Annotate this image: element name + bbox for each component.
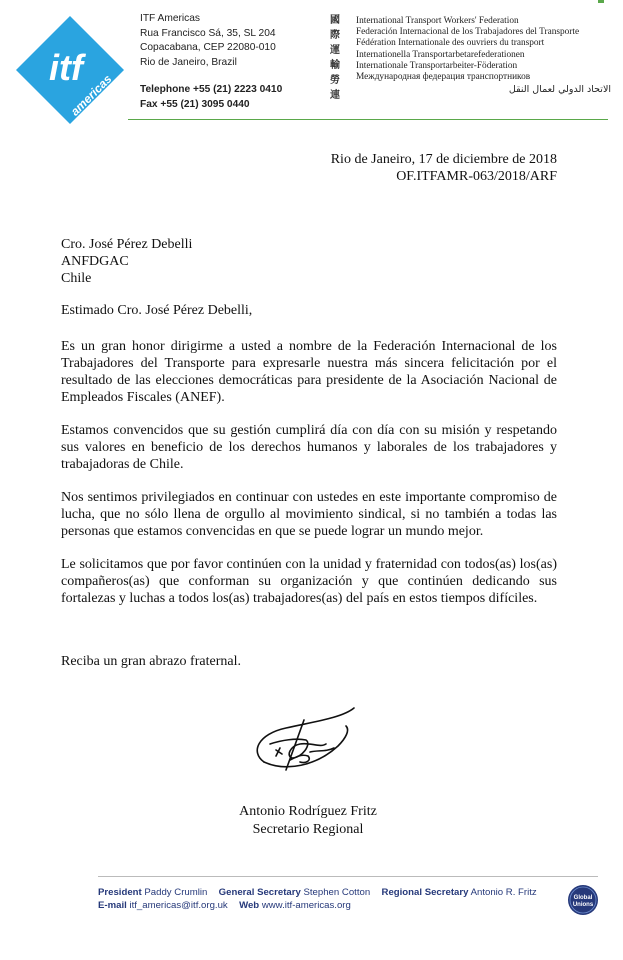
letter-body [61, 338, 557, 623]
cjk-char: 勞 [330, 75, 340, 86]
letter-date: Rio de Janeiro, 17 de diciembre de 2018 [330, 152, 557, 167]
federation-name-fr: Fédération Internationale des ouvriers du transport [356, 38, 545, 49]
sender-street: Rua Francisco Sá, 35, SL 204 [140, 27, 276, 39]
signer-name: Antonio Rodríguez Fritz [239, 804, 377, 819]
footer-contacts [98, 899, 568, 912]
regional-secretary-label: Regional Secretary [381, 887, 469, 898]
header-divider [128, 119, 608, 120]
cjk-char: 連 [330, 90, 340, 101]
badge-line-1: Global [573, 895, 593, 901]
cjk-char: 國 [330, 15, 340, 26]
global-unions-badge [567, 884, 599, 916]
web-label: Web [239, 900, 260, 911]
sender-contacts [140, 83, 315, 112]
sender-name: ITF Americas [140, 13, 201, 24]
cjk-char: 際 [330, 30, 340, 41]
salutation: Estimado Cro. José Pérez Debelli, [61, 303, 253, 318]
federation-name-es: Federación Internacional de los Trabajadores del Transporte [356, 27, 580, 38]
federation-name-ar: الاتحاد الدولي لعمال النقل [508, 84, 611, 96]
general-secretary-label: General Secretary [218, 887, 301, 898]
footer-divider [98, 876, 598, 877]
sender-district: Copacabana, CEP 22080-010 [140, 42, 276, 53]
signer-title: Secretario Regional [252, 822, 364, 837]
body-paragraph: Nos sentimos privilegiados en continuar con ustedes en este importante compromiso de lucha, que no sólo llena de orgullo al movimiento sindical, si no también a todas las personas que estamos convencidas en que se puede lograr un mundo mejor. [61, 490, 557, 539]
general-secretary-name: Stephen Cotton [303, 887, 371, 898]
federation-name-en: International Transport Workers' Federation [356, 16, 519, 26]
itf-americas-logo [14, 14, 126, 126]
recipient-country: Chile [61, 271, 92, 286]
president-label: President [98, 887, 142, 898]
federation-cjk-name [327, 13, 343, 103]
sender-fax: Fax +55 (21) 3095 0440 [140, 98, 250, 110]
federation-name-ru: Международная федерация транспортников [356, 72, 531, 83]
president-name: Paddy Crumlin [144, 887, 208, 898]
recipient-organization: ANFDGAC [61, 254, 129, 269]
signer-block [216, 803, 400, 839]
federation-name-de: Internationale Transportarbeiter-Föderation [356, 60, 518, 71]
recipient-block [61, 236, 192, 287]
header-accent-bar [598, 0, 604, 3]
federation-name-sv: Internationella Transportarbetarefederationen [356, 49, 525, 60]
email-label: E-mail [98, 900, 127, 911]
regional-secretary-name: Antonio R. Fritz [470, 887, 537, 898]
web-link[interactable]: www.itf-americas.org [261, 900, 351, 911]
cjk-char: 輸 [330, 60, 340, 71]
cjk-char: 運 [330, 45, 340, 56]
sender-telephone: Telephone +55 (21) 2223 0410 [140, 84, 283, 95]
footer-officers [98, 886, 568, 899]
sender-address [140, 12, 315, 112]
letterhead-footer [98, 886, 568, 912]
recipient-name: Cro. José Pérez Debelli [61, 237, 193, 252]
date-reference-block [331, 151, 557, 185]
body-paragraph: Estamos convencidos que su gestión cumplirá día con día con su misión y respetando sus valores en beneficio de los derechos humanos y laborales de los trabajadores y trabajadoras de Chile. [61, 423, 557, 472]
body-paragraph: Es un gran honor dirigirme a usted a nombre de la Federación Internacional de los Trabajadores del Transporte para expresarle nuestra más sincera felicitación por el resultado de las elecciones democráticas para presidente de la Asociación Nacional de Empleados Fiscales (ANEF). [61, 339, 557, 405]
email-link[interactable]: itf_americas@itf.org.uk [129, 900, 228, 911]
logo-sub-text: americas [67, 71, 115, 119]
sender-city: Rio de Janeiro, Brazil [140, 56, 237, 68]
federation-names [356, 16, 611, 95]
body-paragraph: Le solicitamos que por favor continúen con la unidad y fraternidad con todos(as) los(as) compañeros(as) que conforman su organización y que continúen dedicando sus fortalezas y luchas a todos los(as) trabajadores(as) del país en estos tiempos difíciles. [61, 557, 557, 606]
logo-mark-text: itf [49, 47, 83, 88]
handwritten-signature [246, 700, 366, 790]
badge-line-2: Unions [572, 902, 594, 908]
closing-line: Reciba un gran abrazo fraternal. [61, 654, 241, 669]
letter-reference: OF.ITFAMR-063/2018/ARF [396, 169, 557, 184]
